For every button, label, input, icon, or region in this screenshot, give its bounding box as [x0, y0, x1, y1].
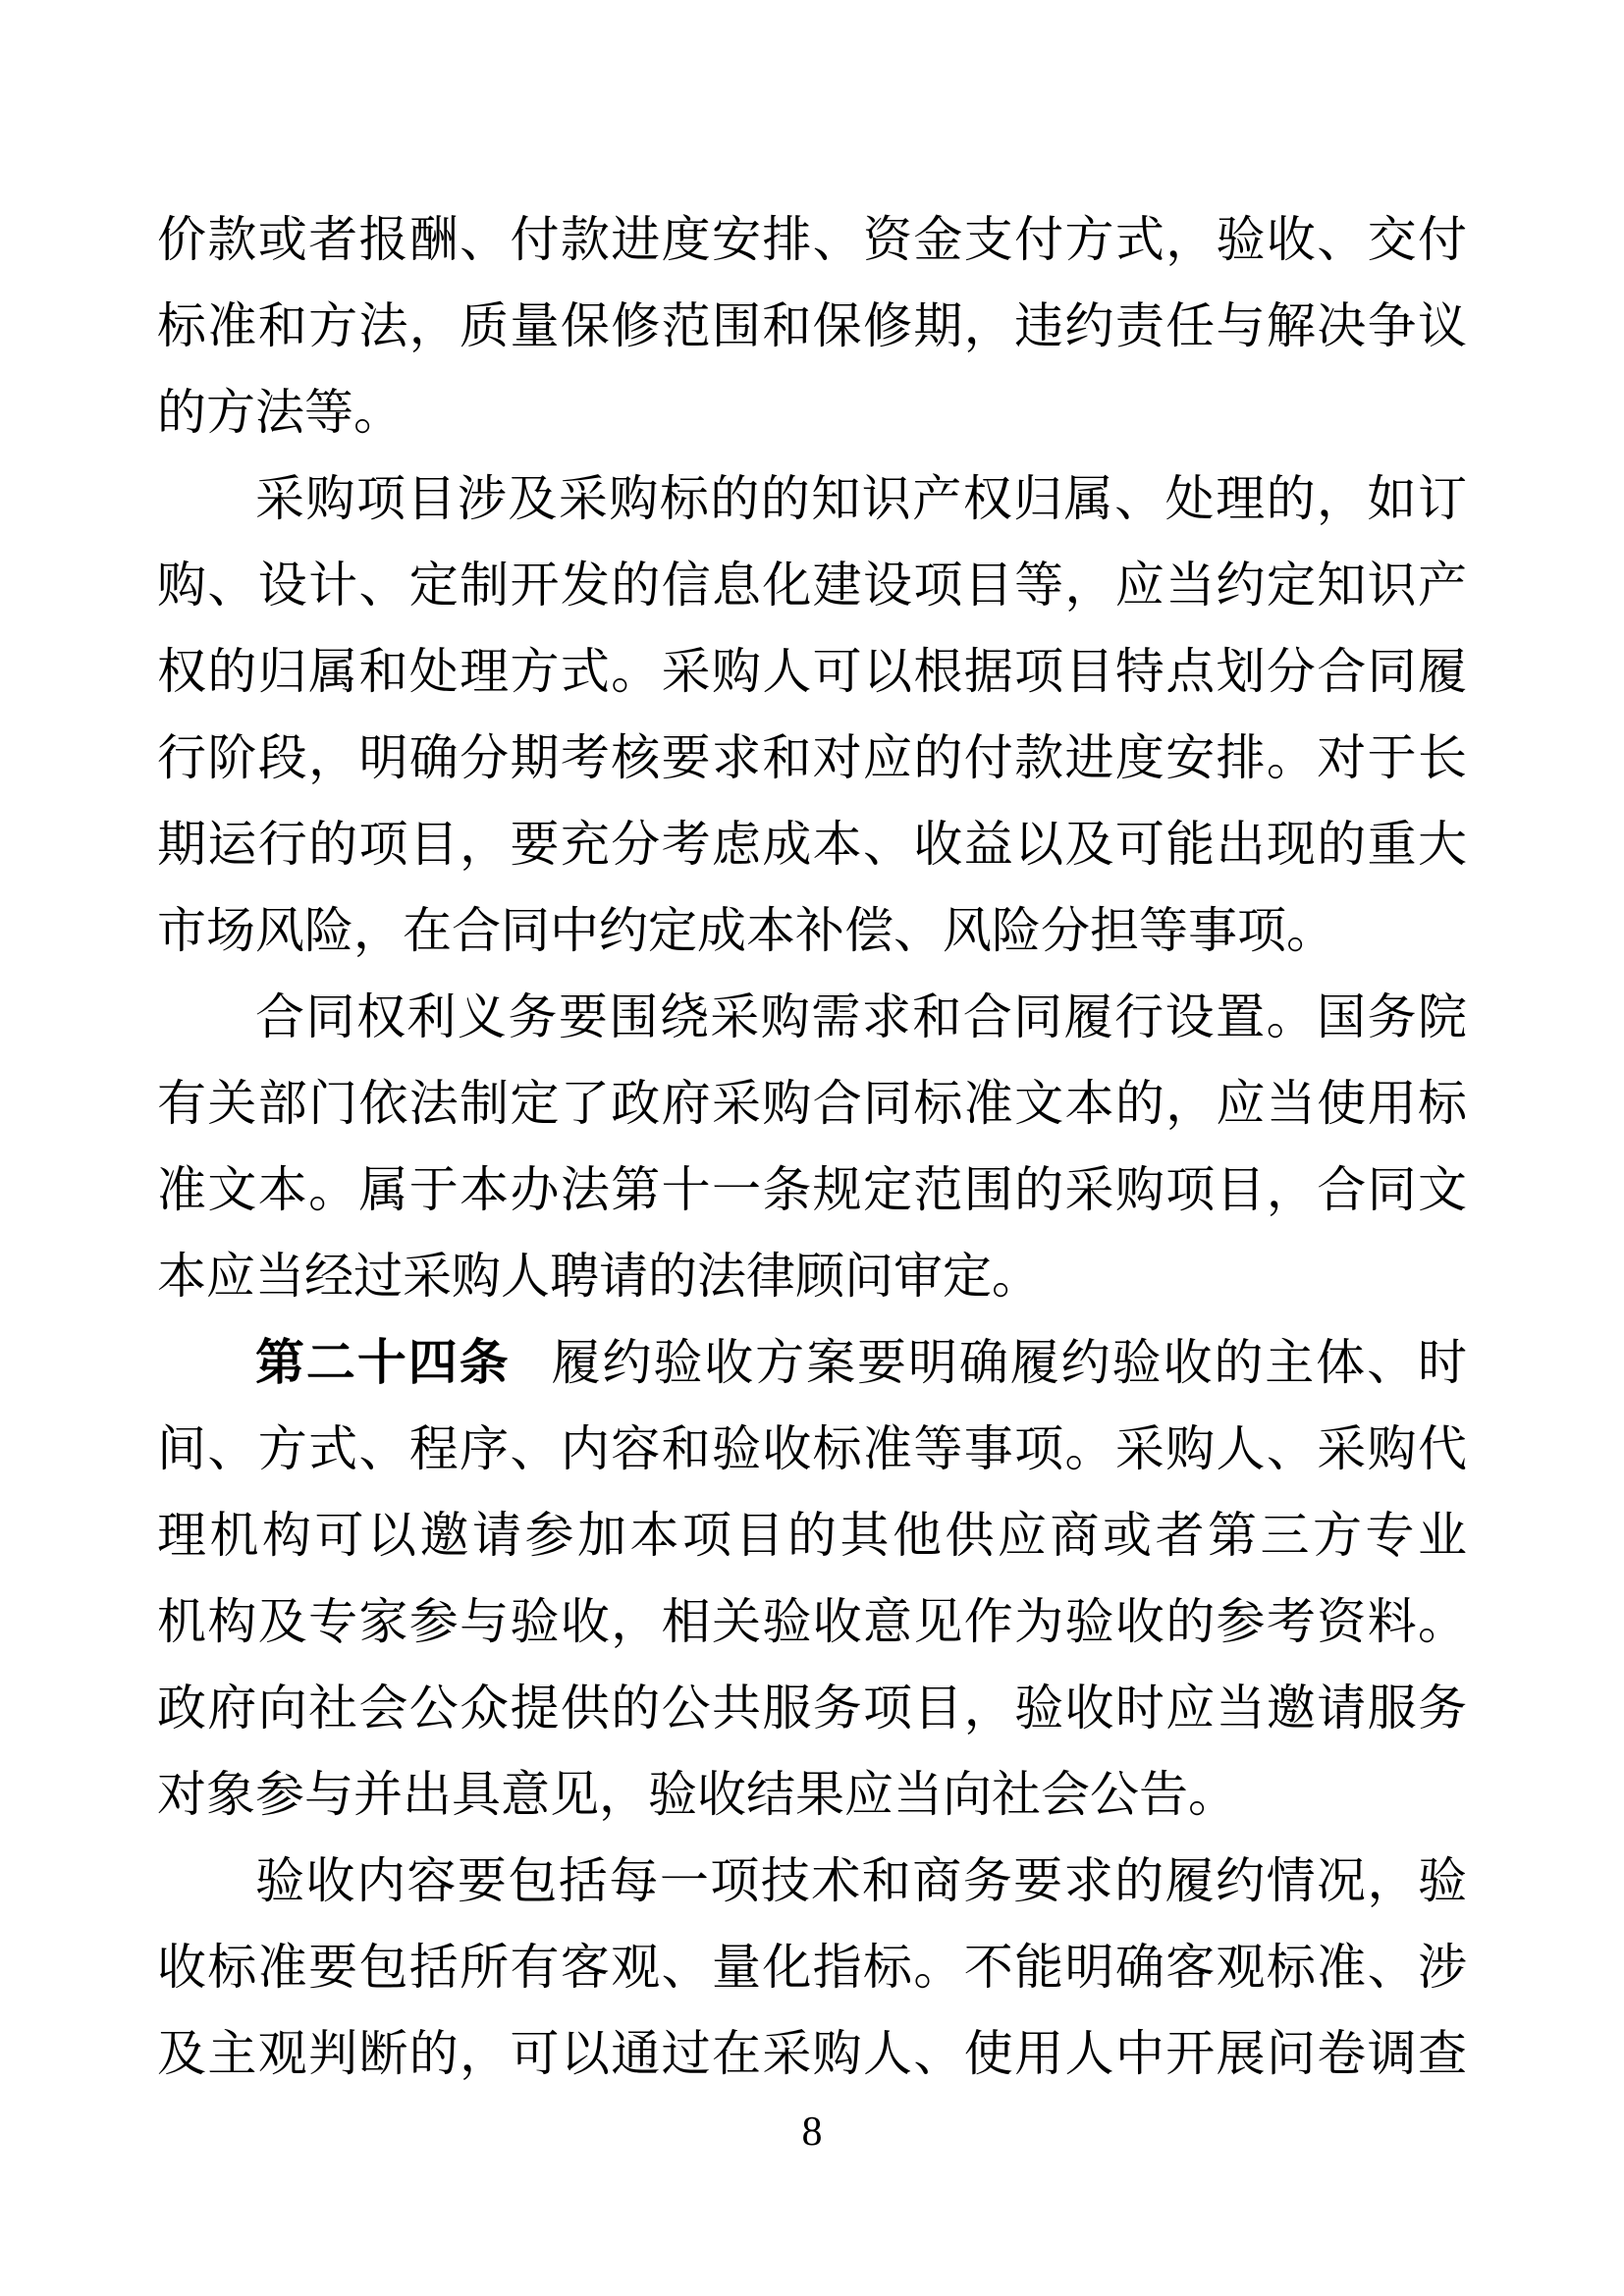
- article-number-label: 第二十四条: [255, 1335, 511, 1390]
- page-number: 8: [801, 2109, 823, 2155]
- text-line: 标准和方法，质量保修范围和保修期，违约责任与解决争议: [157, 298, 1467, 353]
- text-line: 行阶段，明确分期考核要求和对应的付款进度安排。对于长: [157, 730, 1467, 785]
- text-line: 及主观判断的，可以通过在采购人、使用人中开展问卷调查: [157, 2026, 1467, 2081]
- text-line: 验收内容要包括每一项技术和商务要求的履约情况，验: [255, 1853, 1467, 1908]
- text-line: 政府向社会公众提供的公共服务项目，验收时应当邀请服务: [157, 1681, 1467, 1735]
- paragraph-5: [157, 1838, 1467, 2097]
- text-line: 市场风险，在合同中约定成本补偿、风险分担等事项。: [157, 903, 1335, 958]
- text-line: 间、方式、程序、内容和验收标准等事项。采购人、采购代: [157, 1421, 1467, 1476]
- paragraph-2: [157, 455, 1467, 974]
- text-line: 机构及专家参与验收，相关验收意见作为验收的参考资料。: [157, 1594, 1467, 1649]
- text-line: 对象参与并出具意见，验收结果应当向社会公告。: [157, 1767, 1237, 1822]
- text-line: 理机构可以邀请参加本项目的其他供应商或者第三方专业: [157, 1508, 1467, 1563]
- paragraph-3: [157, 974, 1467, 1319]
- paragraph-1: [157, 196, 1467, 455]
- text-line: 收标准要包括所有客观、量化指标。不能明确客观标准、涉: [157, 1940, 1467, 1995]
- text-line: 权的归属和处理方式。采购人可以根据项目特点划分合同履: [157, 644, 1467, 699]
- text-line: 价款或者报酬、付款进度安排、资金支付方式，验收、交付: [157, 212, 1467, 267]
- text-line: 第二十四条 履约验收方案要明确履约验收的主体、时: [255, 1335, 1467, 1390]
- text-line: 有关部门依法制定了政府采购合同标准文本的，应当使用标: [157, 1076, 1467, 1131]
- paragraph-4: [157, 1319, 1467, 1838]
- text-line: 采购项目涉及采购标的的知识产权归属、处理的，如订: [255, 471, 1467, 526]
- text-line: 的方法等。: [157, 385, 403, 440]
- text-line: 准文本。属于本办法第十一条规定范围的采购项目，合同文: [157, 1162, 1467, 1217]
- text-line: 合同权利义务要围绕采购需求和合同履行设置。国务院: [255, 989, 1467, 1044]
- document-body: [157, 196, 1467, 2097]
- text-line: 购、设计、定制开发的信息化建设项目等，应当约定知识产: [157, 558, 1467, 613]
- text-line: 本应当经过采购人聘请的法律顾问审定。: [157, 1249, 1041, 1304]
- text-line: 期运行的项目，要充分考虑成本、收益以及可能出现的重大: [157, 817, 1467, 872]
